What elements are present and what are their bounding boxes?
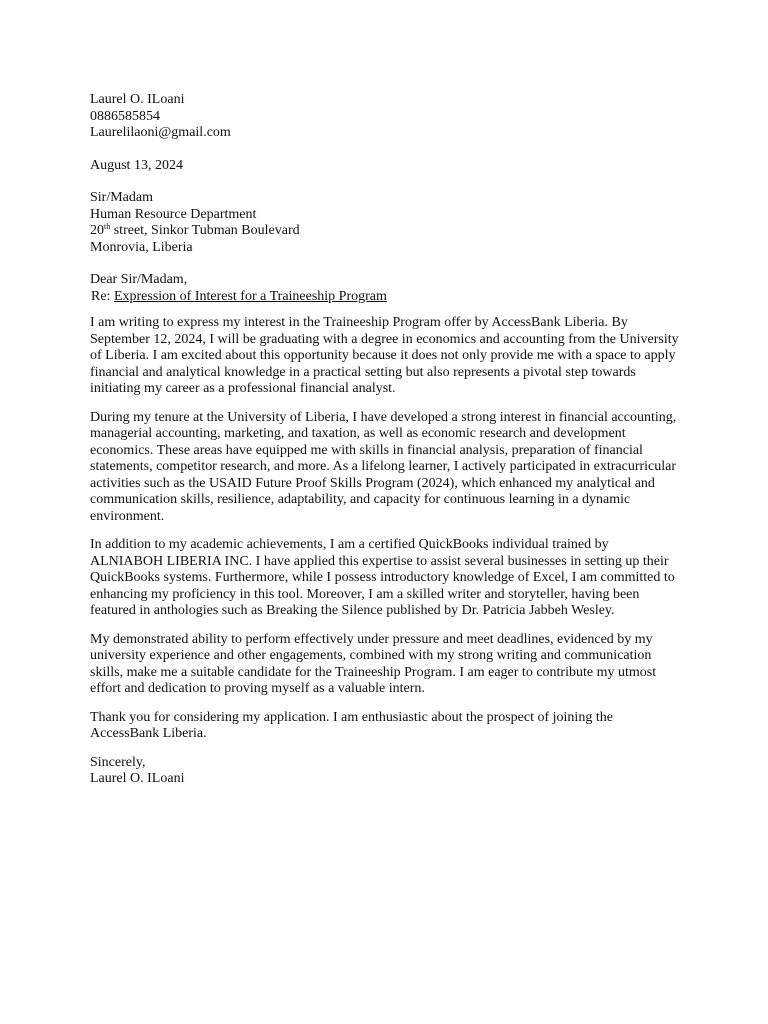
street-number: 20: [90, 223, 104, 238]
closing-block: [90, 755, 680, 788]
subject-line: [90, 289, 680, 306]
body-paragraph-5: Thank you for considering my application. I am enthusiastic about the prospect of joining the AccessBank Liberia.: [90, 709, 613, 741]
sender-phone: 0886585854: [90, 108, 160, 124]
salutation: Dear Sir/Madam,: [90, 272, 188, 287]
salutation-block: [90, 272, 680, 305]
recipient-addressee: Sir/Madam: [90, 190, 153, 205]
valediction: Sincerely,: [90, 754, 146, 770]
street-ordinal-suffix: th: [104, 222, 111, 231]
recipient-street: [90, 223, 680, 240]
body-paragraph-3: In addition to my academic achievements, I am a certified QuickBooks individual trained by ALNIABOH LIBERIA INC. I have applied this expertise to assist several businesses in setting up their QuickBooks systems. Furthermore, while I possess introductory knowledge of Excel, I am committed to enhancing my proficiency in this tool. Moreover, I am a skilled writer and storyteller, having been featured in anthologies such as Breaking the Silence published by Dr. Patricia Jabbeh Wesley.: [90, 537, 675, 618]
letter-date-block: [90, 158, 680, 175]
sender-name: Laurel O. ILoani: [90, 92, 185, 107]
sender-block: [90, 92, 680, 142]
signature-name: Laurel O. ILoani: [90, 771, 185, 786]
letter-date: August 13, 2024: [90, 157, 183, 173]
sender-email: Laurelilaoni@gmail.com: [90, 125, 231, 140]
subject-prefix: Re:: [91, 288, 114, 304]
recipient-department: Human Resource Department: [90, 206, 257, 222]
subject-text: Expression of Interest for a Traineeship Program: [113, 288, 387, 304]
street-rest: street, Sinkor Tubman Boulevard: [110, 223, 300, 238]
body-paragraph-4: My demonstrated ability to perform effectively under pressure and meet deadlines, evidenced by my university experience and other engagements, combined with my strong writing and communication skills, make me a suitable candidate for the Traineeship Program. I am eager to contribute my utmost effort and dedication to proving myself as a valuable intern.: [90, 631, 657, 696]
body-paragraph-1: I am writing to express my interest in the Traineeship Program offer by AccessBank Liberia. By September 12, 2024, I will be graduating with a degree in economics and accounting from the University of Liberia. I am excited about this opportunity because it does not only provide me with a space to apply financial and analytical knowledge in a practical setting but also represents a pivotal step towards initiating my career as a professional financial analyst.: [90, 315, 679, 396]
recipient-city: Monrovia, Liberia: [90, 239, 193, 255]
body-paragraph-2: During my tenure at the University of Liberia, I have developed a strong interest in financial accounting, managerial accounting, marketing, and taxation, as well as economic research and development economics. These areas have equipped me with skills in financial analysis, preparation of financial statements, competitor research, and more. As a lifelong learner, I actively participated in extracurricular activities such as the USAID Future Proof Skills Program (2024), which enhanced my analytical and communication skills, resilience, adaptability, and capacity for continuous learning in a dynamic environment.: [90, 409, 677, 524]
recipient-block: [90, 190, 680, 256]
cover-letter: [90, 92, 680, 788]
